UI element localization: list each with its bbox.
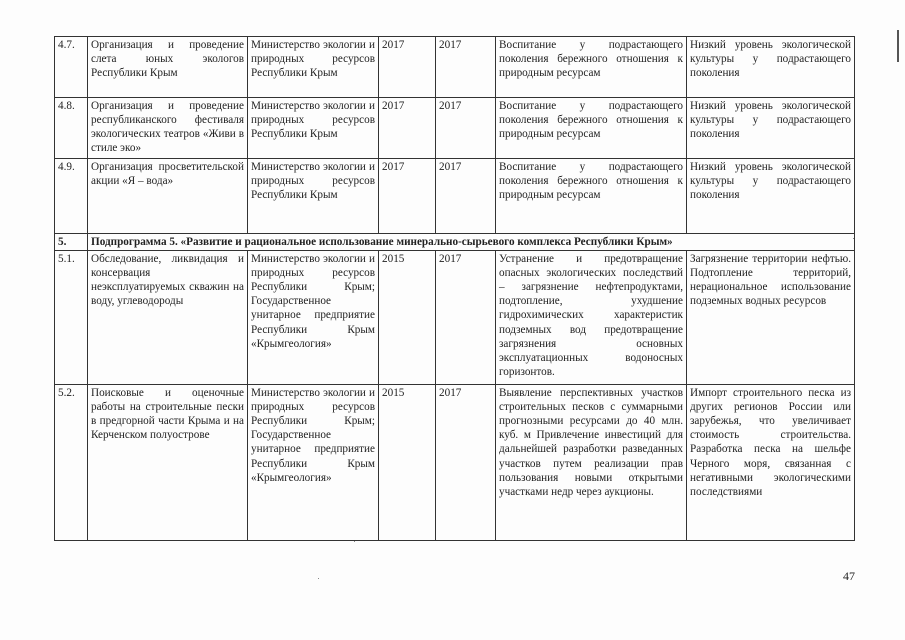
expected-result-cell: Воспитание у подрастающего поколения бережного отношения к природным ресурсам [496,98,687,159]
executor-cell: Министерство экологии и природных ресурсов Республики Крым [248,98,379,159]
table-row-4-7 [55,37,855,98]
end-year-cell: 2017 [436,159,496,234]
row-number: 5.2. [55,385,88,541]
table-row-4-9 [55,159,855,234]
scan-edge-mark [897,30,899,62]
event-cell: Организация просветительской акции «Я – вода» [88,159,248,234]
subprogram-number: 5. [55,234,88,251]
scan-speck [853,238,854,239]
start-year-cell: 2017 [379,37,436,98]
scan-speck [354,541,355,542]
start-year-cell: 2017 [379,98,436,159]
consequence-cell: Низкий уровень экологической культуры у подрастающего поколения [687,159,855,234]
event-cell: Поисковые и оценочные работы на строительные пески в предгорной части Крыма и на Керченском полуострове [88,385,248,541]
executor-cell: Министерство экологии и природных ресурсов Республики Крым; Государственное унитарное предприятие Республики Крым «Крымгеология» [248,385,379,541]
scan-speck [318,578,319,579]
end-year-cell: 2017 [436,251,496,385]
row-number: 4.8. [55,98,88,159]
start-year-cell: 2015 [379,251,436,385]
row-number: 4.9. [55,159,88,234]
program-activities-table [54,36,855,541]
subprogram-row [55,234,855,251]
consequence-cell: Импорт строительного песка из других регионов России или зарубежья, что увеличивает стоимость строительства. Разработка песка на шельфе Черного моря, связанная с негативными экологическими последствиями [687,385,855,541]
row-number: 5.1. [55,251,88,385]
start-year-cell: 2015 [379,385,436,541]
start-year-cell: 2017 [379,159,436,234]
end-year-cell: 2017 [436,37,496,98]
event-cell: Организация и проведение слета юных экологов Республики Крым [88,37,248,98]
expected-result-cell: Воспитание у подрастающего поколения бережного отношения к природным ресурсам [496,159,687,234]
end-year-cell: 2017 [436,98,496,159]
table-row-4-8 [55,98,855,159]
event-cell: Обследование, ликвидация и консервация неэксплуатируемых скважин на воду, углеводороды [88,251,248,385]
expected-result-cell: Устранение и предотвращение опасных экологических последствий – загрязнение нефтепродуктами, подтопление, ухудшение гидрохимических характеристик подземных вод предотвращение загрязнения основных эксплуатационных водоносных горизонтов. [496,251,687,385]
executor-cell: Министерство экологии и природных ресурсов Республики Крым; Государственное унитарное предприятие Республики Крым «Крымгеология» [248,251,379,385]
expected-result-cell: Воспитание у подрастающего поколения бережного отношения к природным ресурсам [496,37,687,98]
consequence-cell: Низкий уровень экологической культуры у подрастающего поколения [687,37,855,98]
page-number: 47 [843,569,855,583]
consequence-cell: Загрязнение территории нефтью. Подтопление территорий, нерациональное использование подземных водных ресурсов [687,251,855,385]
table-row-5-2 [55,385,855,541]
end-year-cell: 2017 [436,385,496,541]
row-number: 4.7. [55,37,88,98]
consequence-cell: Низкий уровень экологической культуры у подрастающего поколения [687,98,855,159]
executor-cell: Министерство экологии и природных ресурсов Республики Крым [248,159,379,234]
expected-result-cell: Выявление перспективных участков строительных песков с суммарными прогнозными ресурсами до 40 млн. куб. м Привлечение инвестиций для дальнейшей разработки разведанных участков путем реализации прав пользования новыми открытыми участками недр через аукционы. [496,385,687,541]
table-row-5-1 [55,251,855,385]
event-cell: Организация и проведение республиканского фестиваля экологических театров «Живи в стиле эко» [88,98,248,159]
executor-cell: Министерство экологии и природных ресурсов Республики Крым [248,37,379,98]
subprogram-title: Подпрограмма 5. «Развитие и рациональное использование минерально-сырьевого комплекса Республики Крым» [88,234,855,251]
